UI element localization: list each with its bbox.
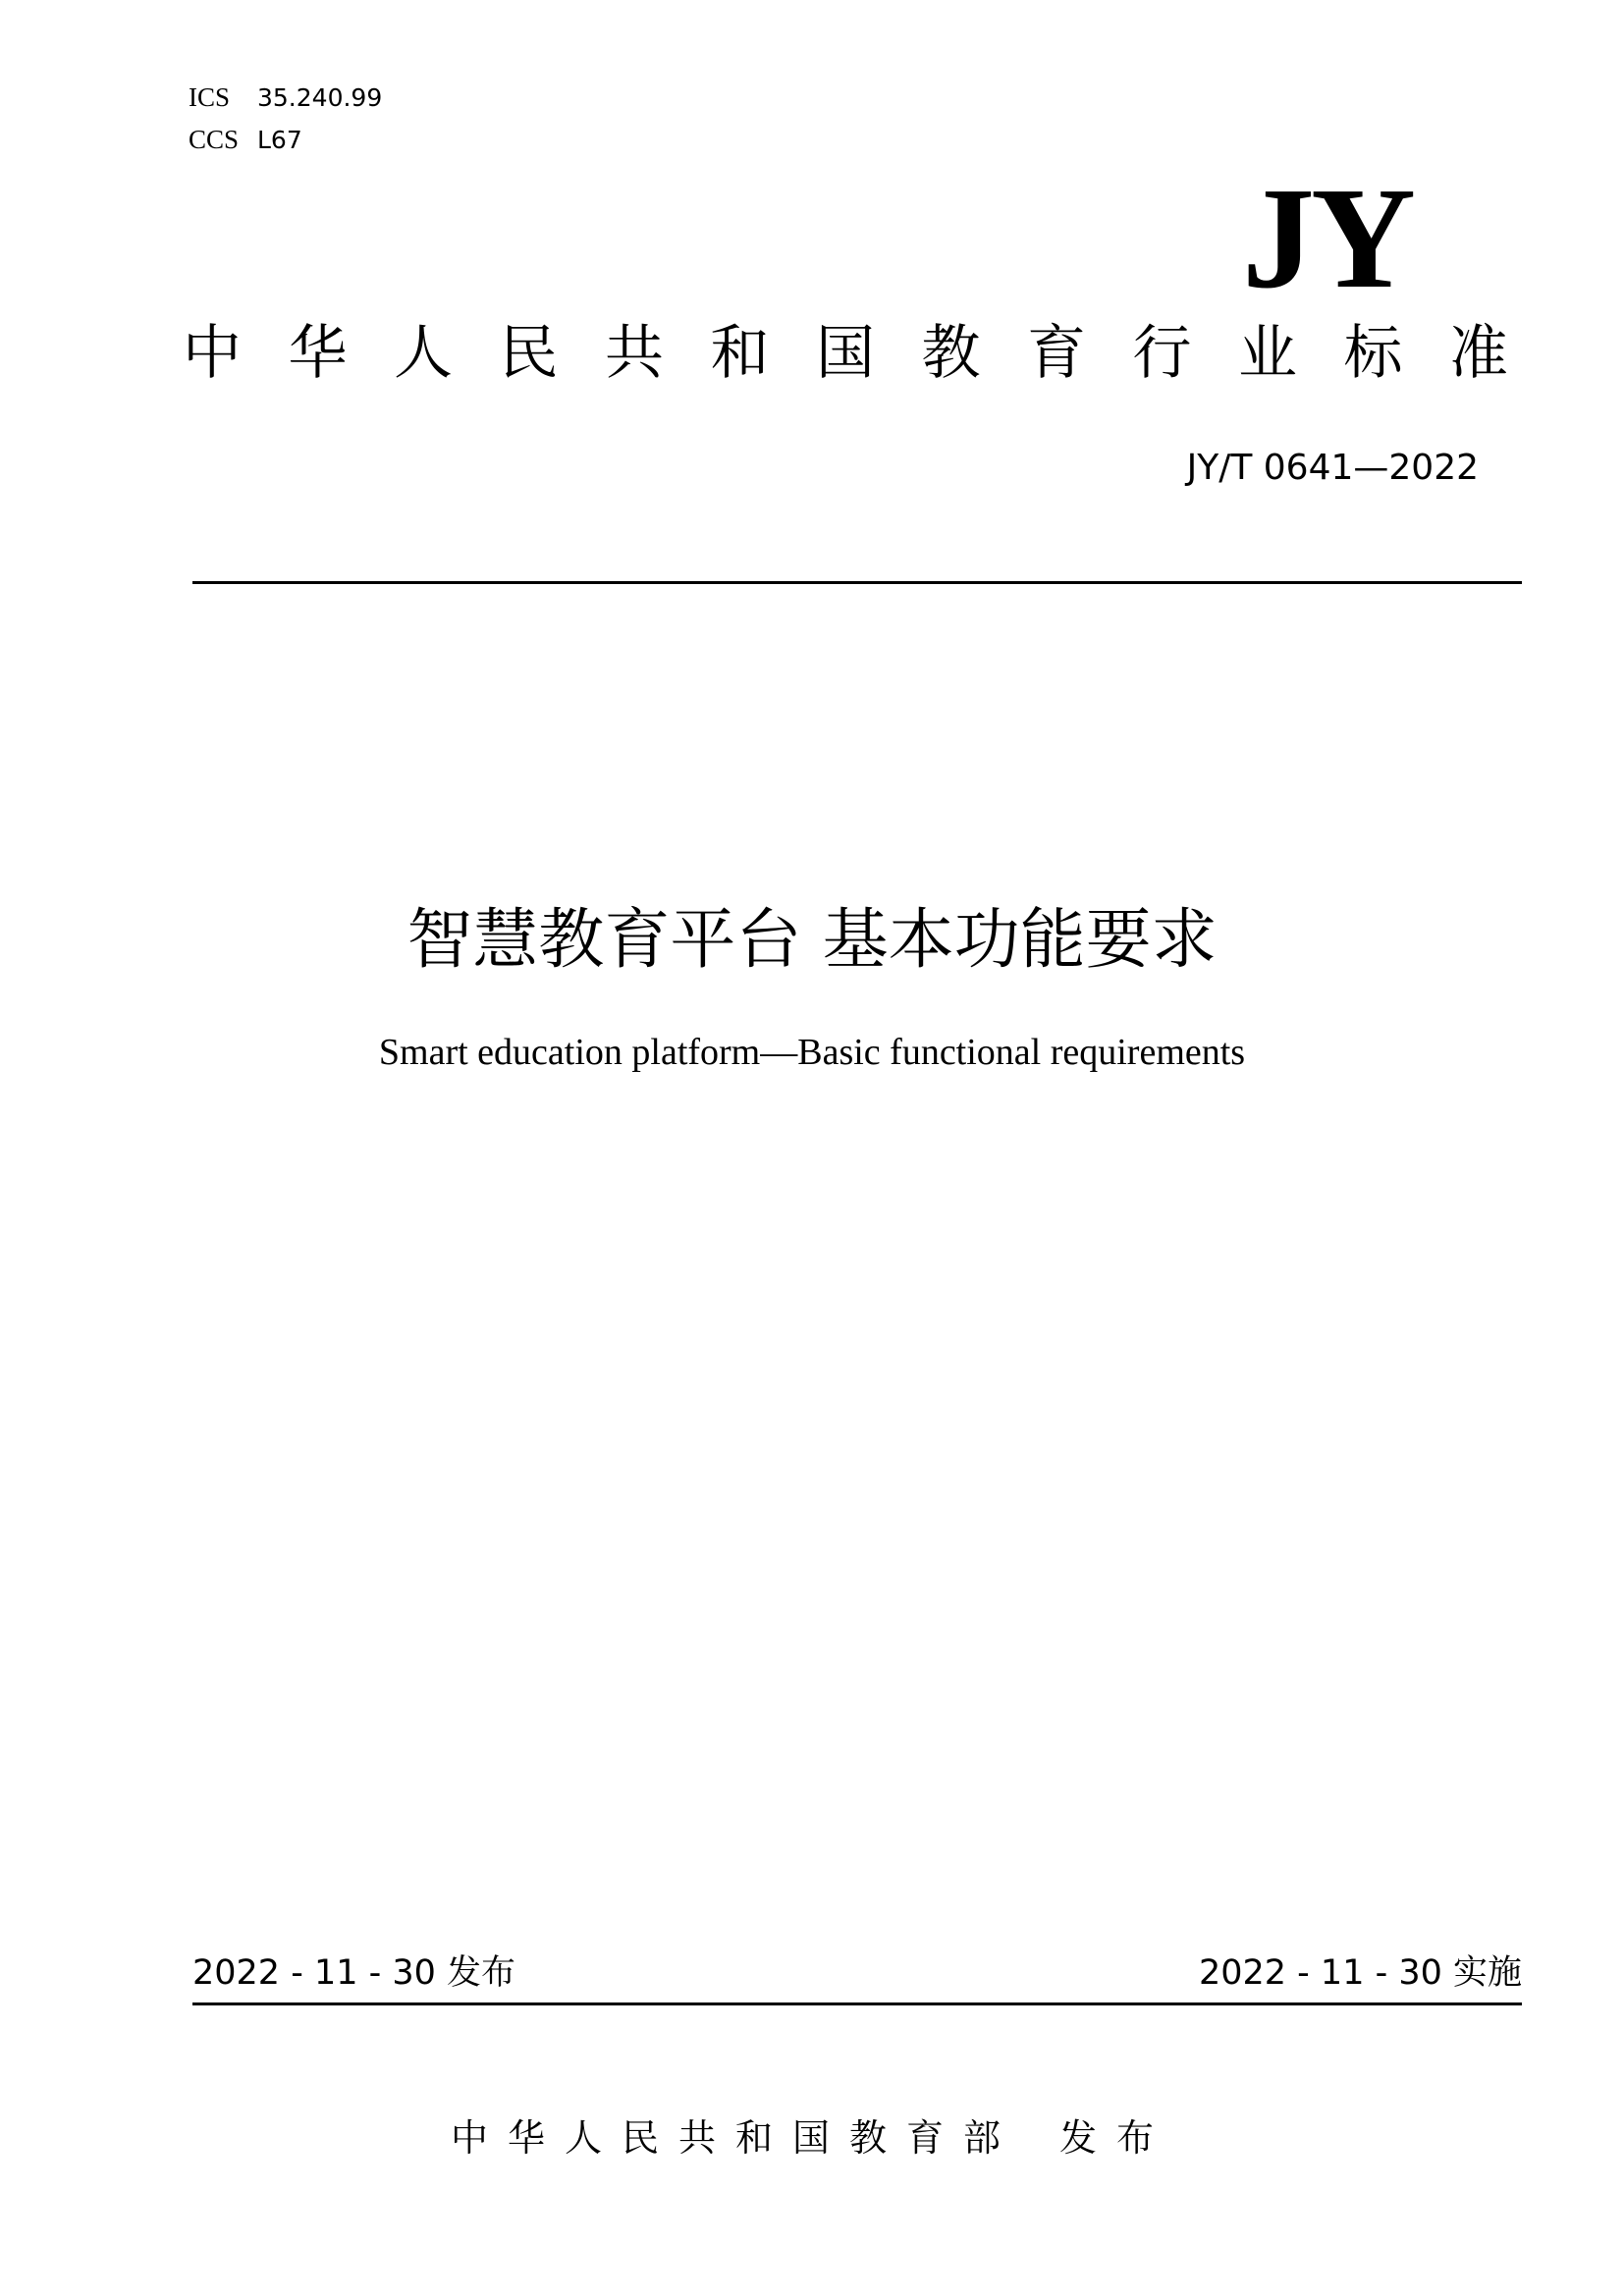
standard-type-heading [183, 314, 1508, 393]
top-divider [192, 581, 1522, 584]
standard-type-char: 和 [710, 319, 770, 388]
standard-type-char: 人 [394, 319, 453, 388]
standard-type-char: 准 [1449, 319, 1508, 388]
ccs-classification [189, 123, 302, 157]
standard-type-char: 中 [183, 319, 242, 388]
publisher-line [0, 2110, 1624, 2165]
implementation-date: 2022 - 11 - 30 实施 [1198, 1953, 1522, 1993]
publisher-name: 中华人民共和国教育部 [450, 2116, 1020, 2160]
standard-type-char: 共 [605, 319, 664, 388]
ics-classification [189, 80, 382, 115]
standard-type-char: 教 [921, 319, 981, 388]
title-english: Smart education platform—Basic functional requirements [378, 1032, 1246, 1073]
standard-type-char: 业 [1238, 319, 1297, 388]
publisher-action: 发布 [1059, 2116, 1174, 2160]
standard-type-char: 民 [499, 319, 559, 388]
standard-type-char: 育 [1027, 319, 1086, 388]
jy-logo: JY [1242, 158, 1412, 319]
standard-type-char: 华 [288, 319, 348, 388]
bottom-divider [192, 2002, 1522, 2005]
standard-type-char: 行 [1132, 319, 1192, 388]
ccs-value: L67 [257, 126, 302, 154]
standard-type-char: 国 [816, 319, 875, 388]
ccs-label: CCS [189, 125, 240, 154]
standard-number: JY/T 0641—2022 [1186, 448, 1479, 488]
title-chinese: 智慧教育平台 基本功能要求 [406, 901, 1218, 978]
standard-type-char: 标 [1343, 319, 1403, 388]
ics-label: ICS [189, 82, 231, 112]
issue-date: 2022 - 11 - 30 发布 [192, 1953, 516, 1993]
ics-value: 35.240.99 [257, 83, 383, 112]
